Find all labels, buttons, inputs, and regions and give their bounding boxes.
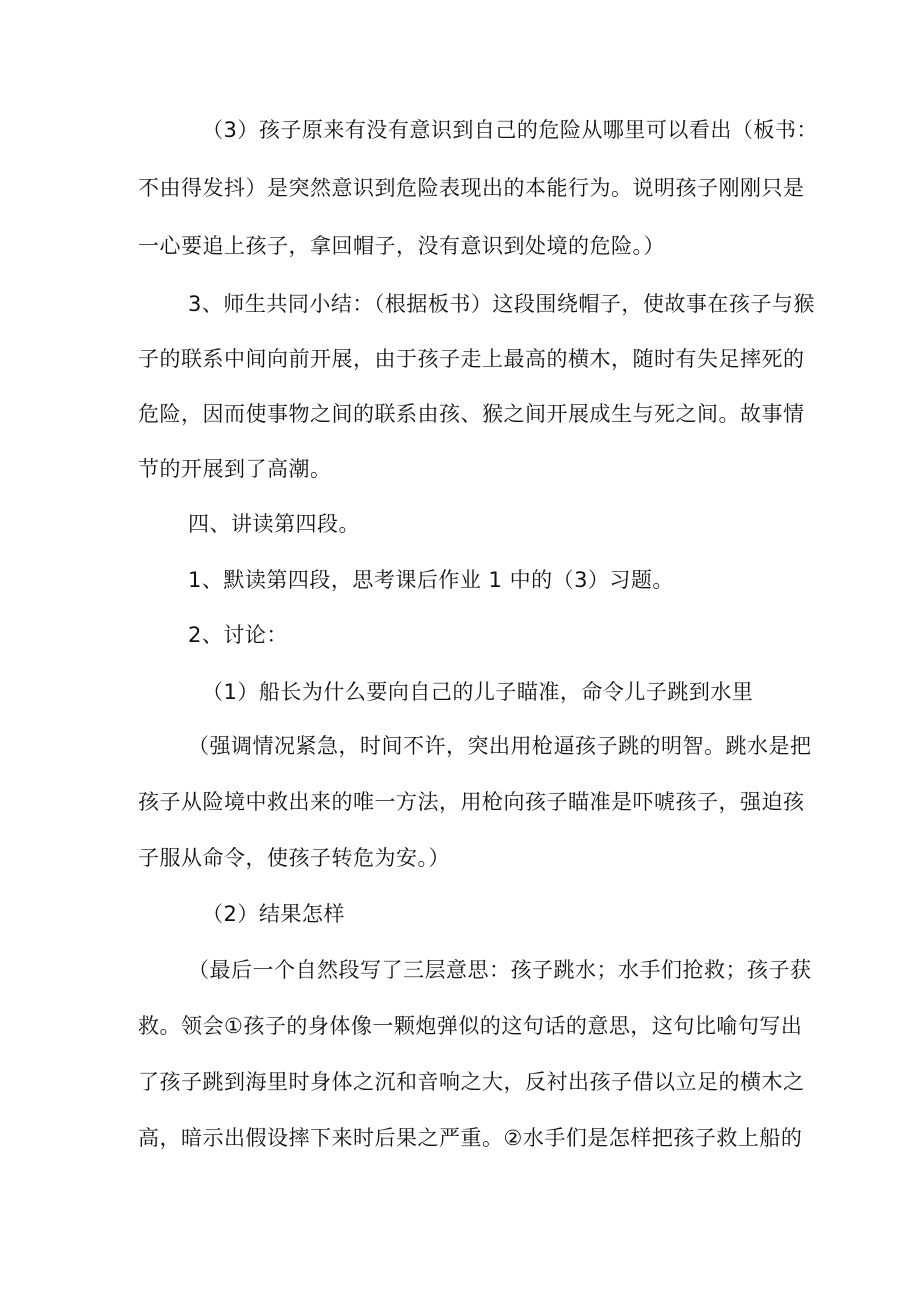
text-line: （最后一个自然段写了三层意思：孩子跳水；水手们抢救；孩子获	[188, 958, 812, 982]
text-line: 一心要追上孩子，拿回帽子，没有意识到处境的危险。）	[138, 234, 665, 258]
text-line: （1）船长为什么要向自己的儿子瞄准，命令儿子跳到水里	[202, 680, 754, 704]
text-line: （强调情况紧急，时间不许，突出用枪逼孩子跳的明智。跳水是把	[188, 734, 812, 758]
text-line: 危险，因而使事物之间的联系由孩、猴之间开展成生与死之间。故事情	[138, 402, 805, 426]
text-line: 子服从命令，使孩子转危为安。）	[138, 846, 450, 870]
text-line: （3）孩子原来有没有意识到自己的危险从哪里可以看出（板书：	[202, 118, 818, 142]
text-line: 1、默读第四段，思考课后作业 1 中的（3）习题。	[188, 568, 674, 592]
section-heading: 四、讲读第四段。	[188, 512, 360, 536]
text-line: 2、讨论：	[188, 623, 288, 647]
text-line: （2）结果怎样	[202, 902, 345, 926]
text-line: 救。领会①孩子的身体像一颗炮弹似的这句话的意思，这句比喻句写出	[138, 1014, 803, 1038]
text-line: 高，暗示出假设摔下来时后果之严重。②水手们是怎样把孩子救上船的	[138, 1126, 803, 1150]
text-line: 不由得发抖）是突然意识到危险表现出的本能行为。说明孩子刚刚只是	[138, 176, 805, 200]
text-line: 了孩子跳到海里时身体之沉和音响之大，反衬出孩子借以立足的横木之	[138, 1070, 805, 1094]
text-line: 孩子从险境中救出来的唯一方法，用枪向孩子瞄准是吓唬孩子，强迫孩	[138, 790, 805, 814]
text-line: 子的联系中间向前开展，由于孩子走上最高的横木，随时有失足摔死的	[138, 347, 805, 371]
text-line: 3、师生共同小结：（根据板书）这段围绕帽子，使故事在孩子与猴	[188, 292, 815, 316]
text-line: 节的开展到了高潮。	[138, 457, 332, 481]
